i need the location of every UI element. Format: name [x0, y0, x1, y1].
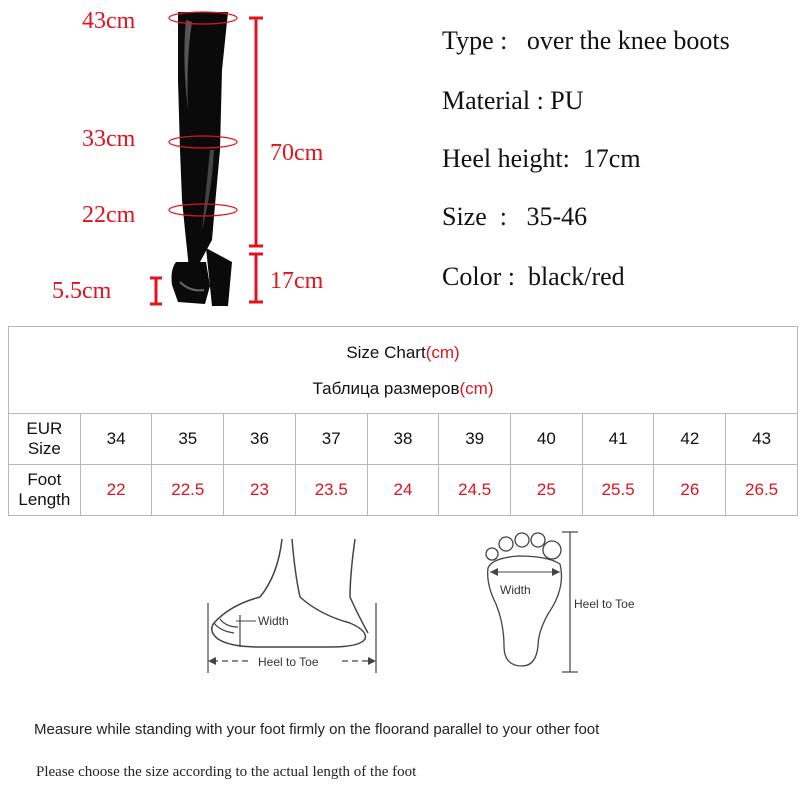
spec-size	[442, 202, 587, 232]
eur-size-cell: 42	[654, 414, 726, 465]
foot-length-row	[9, 465, 798, 516]
spec-heel-height: Heel height: 17cm	[442, 144, 641, 173]
foot-length-cell: 25	[511, 465, 583, 516]
foot-length-cell: 24	[367, 465, 439, 516]
side-heel-to-toe-label: Heel to Toe	[258, 655, 319, 669]
size-chart-title-ru-unit: (cm)	[459, 379, 494, 398]
foot-length-cell: 23.5	[295, 465, 367, 516]
size-chart-table	[8, 326, 798, 516]
eur-size-cell: 36	[224, 414, 296, 465]
spec-color-label: Color :	[442, 262, 515, 291]
eur-size-label: EUR Size	[9, 414, 81, 465]
foot-length-cell: 23	[224, 465, 296, 516]
eur-size-cell: 34	[80, 414, 152, 465]
size-choice-instruction: Please choose the size according to the actual length of the foot	[36, 764, 417, 780]
spec-color	[442, 262, 625, 292]
size-chart-title-ru-main: Таблица размеров	[312, 379, 460, 398]
size-chart-title	[9, 327, 798, 372]
side-width-label: Width	[258, 614, 289, 628]
platform-height-label: 5.5cm	[52, 278, 112, 304]
eur-size-cell: 38	[367, 414, 439, 465]
size-chart-title-unit: (cm)	[425, 343, 460, 362]
side-foot-diagram	[200, 535, 390, 675]
foot-length-cell: 25.5	[582, 465, 654, 516]
foot-length-label: Foot Length	[9, 465, 81, 516]
boot-illustration	[140, 0, 280, 320]
eur-size-cell: 41	[582, 414, 654, 465]
foot-length-cell: 22.5	[152, 465, 224, 516]
eur-size-cell: 43	[726, 414, 798, 465]
foot-length-cell: 26.5	[726, 465, 798, 516]
spec-type	[442, 26, 730, 56]
shaft-height-label: 70cm	[270, 140, 324, 166]
eur-size-cell: 40	[511, 414, 583, 465]
sole-width-label: Width	[500, 583, 531, 597]
spec-type-value: over the knee boots	[526, 26, 730, 55]
heel-height-label: 17cm	[270, 268, 324, 294]
foot-length-cell: 22	[80, 465, 152, 516]
size-chart-title-ru	[9, 371, 798, 414]
size-chart-title-main: Size Chart	[346, 343, 426, 362]
foot-length-cell: 26	[654, 465, 726, 516]
eur-size-cell: 37	[295, 414, 367, 465]
top-circumference-label: 43cm	[82, 8, 136, 34]
spec-type-label: Type :	[442, 26, 508, 55]
sole-foot-diagram	[478, 528, 668, 676]
spec-size-label: Size :	[442, 202, 507, 231]
foot-length-cell: 24.5	[439, 465, 511, 516]
sole-heel-to-toe-label: Heel to Toe	[574, 597, 635, 611]
eur-size-row	[9, 414, 798, 465]
calf-circumference-label: 22cm	[82, 202, 136, 228]
eur-size-cell: 39	[439, 414, 511, 465]
spec-material: Material : PU	[442, 86, 584, 115]
thigh-circumference-label: 33cm	[82, 126, 136, 152]
spec-color-value: black/red	[527, 262, 625, 291]
eur-size-cell: 35	[152, 414, 224, 465]
spec-size-value: 35-46	[526, 202, 588, 231]
measure-instruction: Measure while standing with your foot firmly on the floorand parallel to your other foot	[34, 721, 600, 738]
